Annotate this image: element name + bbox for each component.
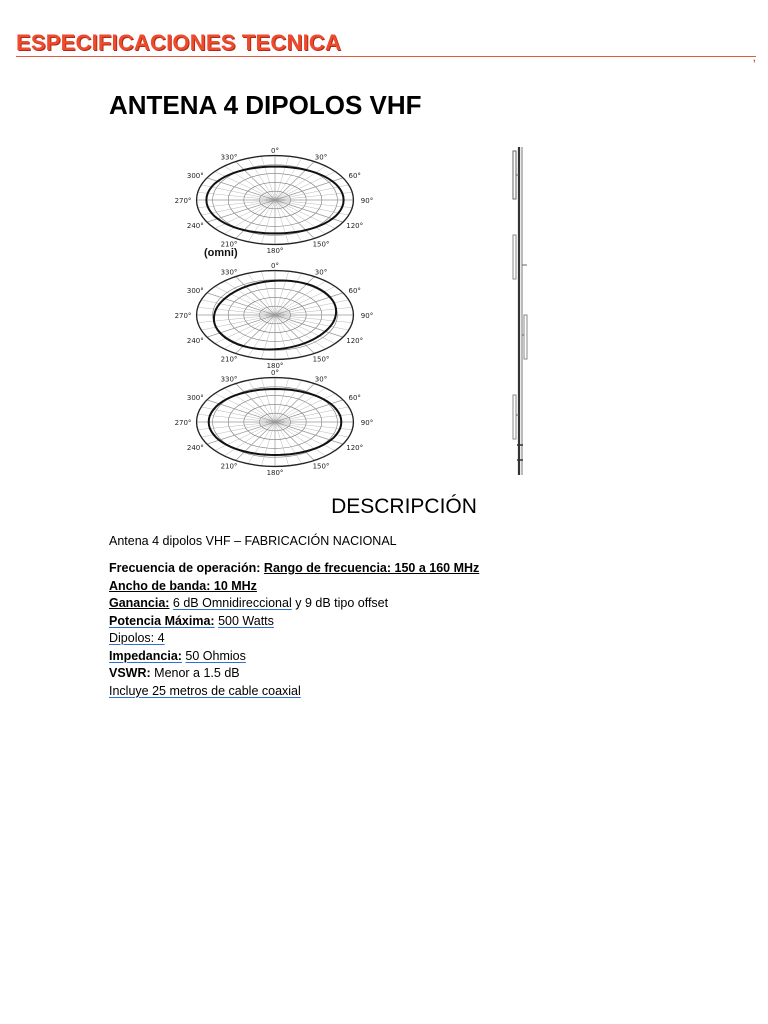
- polar-grid-icon: [160, 145, 400, 255]
- spec-impedance-value: 50 Ohmios: [185, 648, 246, 663]
- angle-label: 300°: [186, 394, 204, 402]
- header-title: ESPECIFICACIONES TECNICA: [16, 30, 342, 55]
- spec-dipoles: [109, 630, 669, 648]
- angle-label: 210°: [220, 462, 238, 471]
- spec-vswr-label: VSWR:: [109, 666, 151, 680]
- angle-label: 30°: [314, 375, 328, 384]
- angle-label: 270°: [174, 419, 192, 427]
- angle-label: 330°: [220, 375, 238, 384]
- polar-pattern-2: [160, 260, 400, 370]
- spec-bandwidth: [109, 578, 669, 596]
- spec-power: [109, 613, 669, 631]
- spec-power-label: Potencia Máxima:: [109, 613, 215, 628]
- angle-label: 300°: [186, 172, 204, 180]
- spec-cable-text: Incluye 25 metros de cable coaxial: [109, 683, 301, 698]
- angle-label: 330°: [220, 153, 238, 162]
- angle-label: 150°: [312, 355, 330, 364]
- spec-frequency-label: Frecuencia de operación:: [109, 561, 261, 575]
- spec-gain-label: Ganancia:: [109, 596, 170, 610]
- angle-label: 150°: [312, 462, 330, 471]
- angle-label: 30°: [314, 268, 328, 277]
- angle-label: 300°: [186, 287, 204, 295]
- section-title: DESCRIPCIÓN: [331, 495, 477, 518]
- intro-line: Antena 4 dipolos VHF – FABRICACIÓN NACIONAL: [109, 534, 397, 548]
- angle-label: 180°: [266, 469, 284, 477]
- angle-label: 180°: [266, 247, 284, 255]
- spec-bandwidth-text: Ancho de banda: 10 MHz: [109, 578, 257, 593]
- radiation-patterns-figure: [160, 145, 540, 475]
- angle-label: 60°: [348, 287, 361, 295]
- spec-frequency: [109, 560, 669, 578]
- page-header: [16, 30, 756, 64]
- angle-label: 90°: [360, 419, 374, 427]
- angle-label: 60°: [348, 172, 361, 180]
- antenna-mast-image: [505, 145, 535, 475]
- angle-label: 240°: [186, 222, 204, 230]
- polar-pattern-1: [160, 145, 400, 255]
- spec-vswr-value: Menor a 1.5 dB: [154, 666, 240, 680]
- angle-label: 120°: [346, 222, 364, 230]
- angle-label: 180°: [266, 362, 284, 370]
- header-end-mark: ,: [752, 50, 756, 64]
- angle-label: 120°: [346, 337, 364, 345]
- angle-label: 120°: [346, 444, 364, 452]
- spec-gain: [109, 595, 669, 613]
- polar-grid-icon: [160, 367, 400, 477]
- spec-gain-value-offset: y 9 dB tipo offset: [295, 596, 389, 610]
- angle-label: 330°: [220, 268, 238, 277]
- angle-label: 90°: [360, 312, 374, 320]
- spec-power-value: 500 Watts: [218, 613, 274, 628]
- spec-impedance-label: Impedancia:: [109, 648, 182, 663]
- spec-impedance: [109, 648, 669, 666]
- angle-label: 60°: [348, 394, 361, 402]
- antenna-mast-icon: [505, 145, 535, 475]
- document-title: ANTENA 4 DIPOLOS VHF: [109, 90, 422, 120]
- spec-gain-value-omni: 6 dB Omnidireccional: [172, 596, 292, 610]
- header-rule: [16, 56, 756, 57]
- angle-label: 210°: [220, 355, 238, 364]
- spec-dipoles-text: Dipolos: 4: [109, 631, 165, 645]
- angle-label: 270°: [174, 197, 192, 205]
- angle-label: 90°: [360, 197, 374, 205]
- angle-label: 210°: [220, 240, 238, 249]
- angle-label: 270°: [174, 312, 192, 320]
- polar-grid-icon: [160, 260, 400, 370]
- angle-label: 150°: [312, 240, 330, 249]
- angle-label: 240°: [186, 444, 204, 452]
- spec-frequency-value: Rango de frecuencia: 150 a 160 MHz: [263, 561, 480, 575]
- angle-label: 0°: [271, 369, 279, 377]
- polar-pattern-3: [160, 367, 400, 477]
- spec-cable: [109, 683, 669, 701]
- description-body: [109, 534, 669, 700]
- omni-label: (omni): [204, 247, 238, 259]
- angle-label: 240°: [186, 337, 204, 345]
- angle-label: 0°: [271, 147, 279, 155]
- spec-vswr: [109, 665, 669, 683]
- angle-label: 0°: [271, 262, 279, 270]
- angle-label: 30°: [314, 153, 328, 162]
